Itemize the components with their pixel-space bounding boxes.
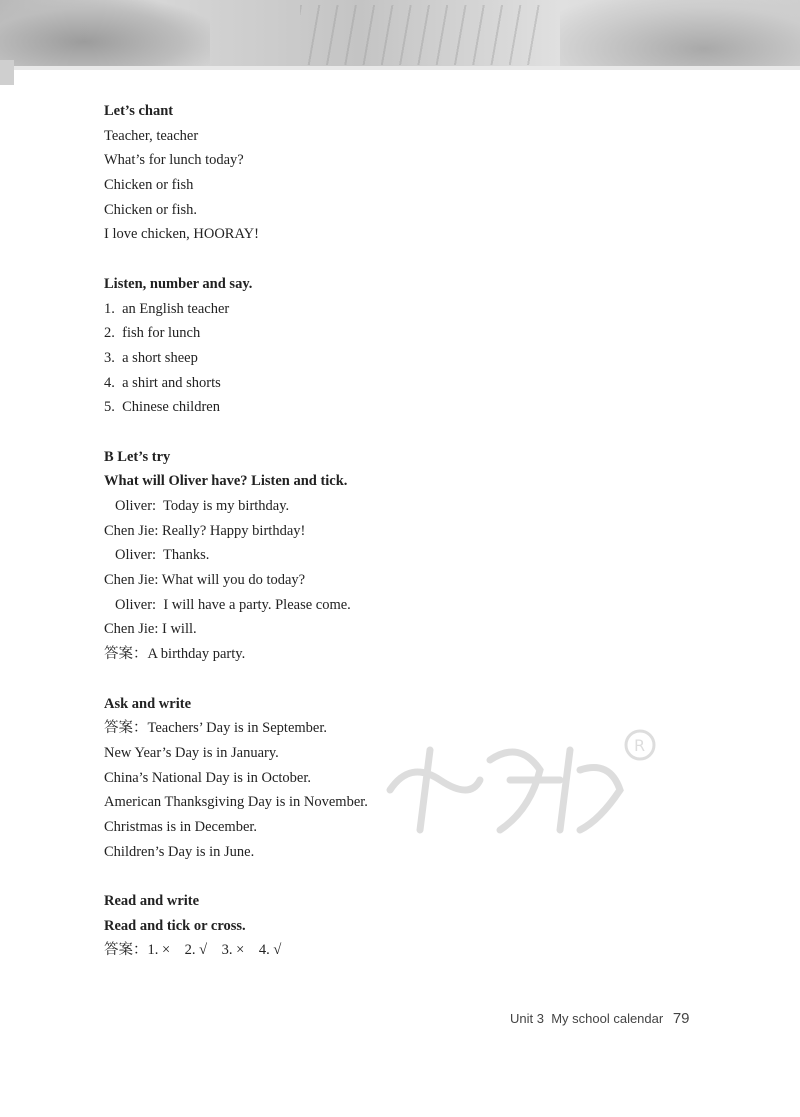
listen-heading: Listen, number and say.: [104, 275, 253, 292]
read-subheading: Read and tick or cross.: [104, 917, 246, 934]
dialogue-line: Oliver: Thanks.: [115, 547, 210, 564]
dialogue-line: Oliver: Today is my birthday.: [115, 498, 290, 514]
ask-line: China’s National Day is in October.: [104, 769, 311, 786]
footer-unit: Unit 3: [510, 1011, 544, 1026]
page-edge-tab: [0, 60, 14, 85]
ask-line: Christmas is in December.: [104, 818, 258, 835]
try-heading: B Let’s try: [104, 448, 171, 465]
listen-item: 1. an English teacher: [104, 300, 230, 317]
ask-line: 答案：Teachers’ Day is in September.: [104, 720, 328, 737]
page-number: 79: [672, 1010, 690, 1027]
chant-line: What’s for lunch today?: [104, 152, 244, 169]
ask-heading: Ask and write: [104, 695, 192, 712]
read-answer: 答案：1. × 2. √ 3. × 4. √: [104, 942, 282, 959]
ask-line: Children’s Day is in June.: [104, 843, 255, 860]
dialogue-line: Oliver: I will have a party. Please come.: [115, 596, 351, 613]
page-footer: [510, 1010, 690, 1027]
chant-line: Chicken or fish: [104, 177, 194, 194]
ask-line: New Year’s Day is in January.: [104, 744, 279, 761]
try-answer: 答案：A birthday party.: [104, 646, 246, 663]
chant-heading: Let’s chant: [104, 103, 174, 119]
footer-title: My school calendar: [551, 1011, 664, 1026]
read-heading: Read and write: [104, 893, 200, 909]
dialogue-line: Chen Jie: I will.: [104, 621, 197, 638]
listen-item: 3. a short sheep: [104, 349, 198, 366]
chant-line: I love chicken, HOORAY!: [104, 226, 259, 243]
chant-line: Chicken or fish.: [104, 201, 198, 218]
listen-item: 5. Chinese children: [104, 399, 220, 416]
page-content: [104, 99, 704, 963]
chant-line: Teacher, teacher: [104, 127, 199, 144]
svg-text:R: R: [634, 736, 646, 755]
listen-item: 2. fish for lunch: [104, 325, 201, 342]
try-subheading: What will Oliver have? Listen and tick.: [104, 473, 348, 490]
ask-line: American Thanksgiving Day is in November.: [104, 794, 368, 811]
dialogue-line: Chen Jie: Really? Happy birthday!: [104, 522, 306, 539]
header-banner-image: [0, 0, 800, 70]
dialogue-line: Chen Jie: What will you do today?: [104, 572, 306, 589]
listen-item: 4. a shirt and shorts: [104, 374, 221, 391]
